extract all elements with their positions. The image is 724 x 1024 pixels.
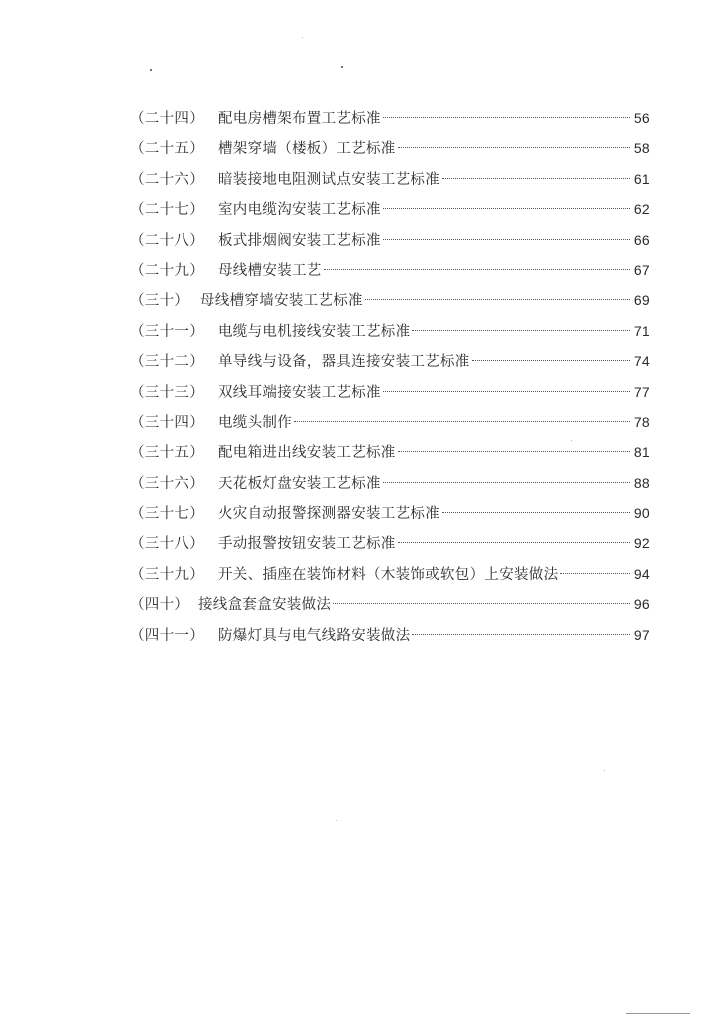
toc-entry-title: 板式排烟阀安装工艺标准	[218, 232, 381, 249]
toc-dot-leader	[412, 634, 630, 635]
toc-dot-leader	[472, 360, 630, 361]
toc-dot-leader	[333, 603, 630, 604]
toc-entry-page: 92	[633, 535, 650, 552]
toc-entry-title: 母线槽穿墙安装工艺标准	[200, 293, 363, 310]
toc-dot-leader	[442, 178, 630, 179]
toc-entry-page: 88	[633, 474, 650, 491]
scan-speck	[302, 37, 303, 38]
toc-entry-page: 74	[633, 353, 650, 370]
toc-dot-leader	[442, 512, 630, 513]
toc-entry[interactable]	[130, 349, 650, 379]
toc-entry-number: （三十八）	[130, 536, 204, 553]
toc-entry-page: 90	[633, 505, 650, 522]
scan-speck	[336, 820, 337, 821]
toc-entry[interactable]	[130, 288, 650, 318]
toc-dot-leader	[398, 542, 630, 543]
toc-dot-leader	[383, 239, 630, 240]
toc-entry-page: 61	[633, 170, 650, 187]
toc-entry-title: 母线槽安装工艺	[218, 262, 322, 279]
toc-entry[interactable]	[130, 440, 650, 470]
toc-entry-number: （二十九）	[130, 262, 204, 279]
toc-entry-title: 火灾自动报警探测器安装工艺标准	[218, 506, 440, 523]
footer-rule	[626, 1013, 690, 1014]
toc-entry-number: （三十一）	[130, 323, 204, 340]
toc-entry-page: 96	[633, 596, 650, 613]
toc-entry[interactable]	[130, 258, 650, 288]
toc-entry-title: 防爆灯具与电气线路安装做法	[218, 627, 411, 644]
toc-entry[interactable]	[130, 197, 650, 227]
toc-entry[interactable]	[130, 471, 650, 501]
toc-entry[interactable]	[130, 380, 650, 410]
toc-dot-leader	[365, 299, 630, 300]
toc-entry-number: （三十六）	[130, 475, 204, 492]
toc-entry[interactable]	[130, 136, 650, 166]
toc-entry-title: 单导线与设备，器具连接安装工艺标准	[218, 354, 470, 371]
toc-entry-page: 97	[633, 626, 650, 643]
toc-entry-number: （二十七）	[130, 202, 204, 219]
toc-entry-title: 室内电缆沟安装工艺标准	[218, 202, 381, 219]
toc-entry-title: 天花板灯盘安装工艺标准	[218, 475, 381, 492]
toc-entry-page: 69	[633, 292, 650, 309]
toc-entry[interactable]	[130, 319, 650, 349]
toc-entry[interactable]	[130, 106, 650, 136]
toc-entry-title: 手动报警按钮安装工艺标准	[218, 536, 396, 553]
toc-entry-number: （二十四）	[130, 111, 204, 127]
toc-entry-title: 配电房槽架布置工艺标准	[218, 111, 381, 127]
toc-entry-title: 暗装接地电阻测试点安装工艺标准	[218, 171, 440, 188]
toc-entry[interactable]	[130, 410, 650, 440]
toc-entry-number: （三十三）	[130, 384, 204, 401]
toc-entry-title: 槽架穿墙（楼板）工艺标准	[218, 141, 396, 158]
toc-entry-page: 56	[633, 110, 650, 126]
toc-entry-title: 电缆头制作	[218, 414, 292, 431]
toc-entry[interactable]	[130, 531, 650, 561]
toc-dot-leader	[383, 117, 630, 118]
toc-dot-leader	[398, 147, 630, 148]
toc-dot-leader	[324, 269, 630, 270]
toc-entry-number: （二十八）	[130, 232, 204, 249]
toc-entry-title: 接线盒套盒安装做法	[198, 597, 332, 614]
toc-dot-leader	[294, 421, 630, 422]
toc-entry-page: 81	[633, 444, 650, 461]
toc-entry-title: 开关、插座在装饰材料（木装饰或软包）上安装做法	[218, 566, 559, 583]
toc-entry-page: 78	[633, 413, 650, 430]
toc-entry-number: （四十一）	[130, 627, 204, 644]
toc-entry[interactable]	[130, 501, 650, 531]
toc-entry-page: 66	[633, 231, 650, 248]
toc-entry-title: 配电箱进出线安装工艺标准	[218, 445, 396, 462]
table-of-contents	[130, 106, 650, 653]
toc-entry-number: （三十五）	[130, 445, 204, 462]
toc-entry[interactable]	[130, 623, 650, 653]
scan-speck	[150, 69, 152, 71]
toc-dot-leader	[383, 208, 630, 209]
scan-speck	[341, 66, 343, 68]
toc-entry-page: 58	[633, 140, 650, 157]
toc-entry[interactable]	[130, 167, 650, 197]
toc-entry[interactable]	[130, 228, 650, 258]
toc-entry[interactable]	[130, 592, 650, 622]
toc-entry-page: 77	[633, 383, 650, 400]
toc-entry-number: （三十二）	[130, 354, 204, 371]
toc-dot-leader	[560, 573, 630, 574]
toc-entry-number: （二十六）	[130, 171, 204, 188]
scan-speck	[604, 770, 605, 771]
toc-dot-leader	[383, 391, 630, 392]
toc-entry-page: 62	[633, 201, 650, 218]
toc-dot-leader	[383, 482, 630, 483]
toc-entry[interactable]	[130, 562, 650, 592]
toc-dot-leader	[412, 330, 630, 331]
toc-entry-page: 71	[633, 322, 650, 339]
toc-entry-number: （三十七）	[130, 506, 204, 523]
toc-entry-number: （三十四）	[130, 414, 204, 431]
toc-entry-title: 双线耳端接安装工艺标准	[218, 384, 381, 401]
toc-entry-number: （二十五）	[130, 141, 204, 158]
toc-entry-page: 67	[633, 261, 650, 278]
toc-entry-title: 电缆与电机接线安装工艺标准	[218, 323, 411, 340]
toc-dot-leader	[398, 451, 630, 452]
toc-entry-number: （三十九）	[130, 566, 204, 583]
toc-entry-page: 94	[633, 565, 650, 582]
toc-entry-number: （三十）	[130, 293, 190, 310]
toc-entry-number: （四十）	[130, 597, 190, 614]
